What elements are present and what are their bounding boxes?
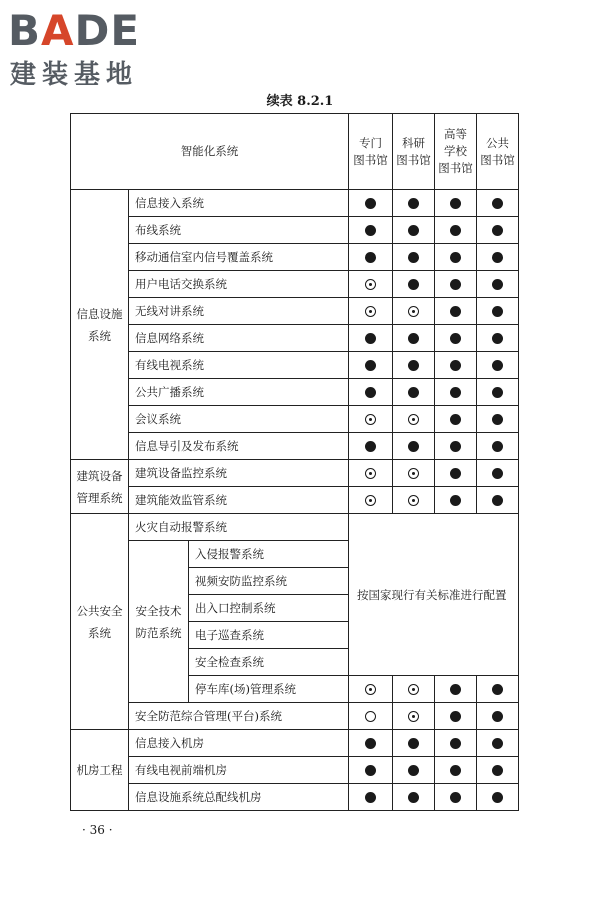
table-row [71,730,519,757]
row-label: 公共广播系统 [129,379,349,406]
row-label: 布线系统 [129,217,349,244]
solid-circle-icon [492,468,503,479]
header-col-0 [349,114,393,190]
mark-cell [435,460,477,487]
logo-wordmark: BADE [8,6,141,55]
brand-logo [8,6,178,96]
dotted-circle-icon [408,711,419,722]
mark-cell [393,487,435,514]
solid-circle-icon [408,333,419,344]
mark-cell [477,325,519,352]
mark-cell [349,676,393,703]
solid-circle-icon [408,738,419,749]
solid-circle-icon [492,495,503,506]
mark-cell [477,460,519,487]
mark-cell [477,298,519,325]
mark-cell [477,784,519,811]
mark-cell [435,406,477,433]
row-label: 安全检查系统 [189,649,349,676]
mark-cell [477,703,519,730]
row-label: 电子巡查系统 [189,622,349,649]
row-label: 建筑能效监管系统 [129,487,349,514]
row-label: 移动通信室内信号覆盖系统 [129,244,349,271]
mark-cell [477,730,519,757]
solid-circle-icon [408,252,419,263]
page-number: · 36 · [82,823,113,837]
mark-cell [349,487,393,514]
solid-circle-icon [408,198,419,209]
table-row [71,514,519,541]
solid-circle-icon [492,441,503,452]
solid-circle-icon [492,333,503,344]
solid-circle-icon [408,279,419,290]
solid-circle-icon [365,252,376,263]
mark-cell [349,757,393,784]
note-cell: 按国家现行有关标准进行配置 [349,514,519,676]
mark-cell [349,406,393,433]
group-safety_tech: 安全技术 防范系统 [129,541,189,703]
solid-circle-icon [492,306,503,317]
mark-cell [349,244,393,271]
mark-cell [349,379,393,406]
mark-cell [435,217,477,244]
group-safety: 公共安全 系统 [71,514,129,730]
mark-cell [477,217,519,244]
table-row [71,325,519,352]
mark-cell [477,244,519,271]
table-title: 续表 8.2.1 [266,94,334,109]
table-row [71,757,519,784]
solid-circle-icon [492,765,503,776]
mark-cell [435,730,477,757]
solid-circle-icon [492,198,503,209]
header-col-line: 图书馆 [438,161,473,175]
table-row [71,217,519,244]
mark-cell [349,217,393,244]
dotted-circle-icon [365,684,376,695]
table-row [71,244,519,271]
solid-circle-icon [492,225,503,236]
solid-circle-icon [365,333,376,344]
table-row [71,379,519,406]
solid-circle-icon [450,225,461,236]
mark-cell [393,433,435,460]
dotted-circle-icon [365,495,376,506]
mark-cell [393,298,435,325]
solid-circle-icon [450,333,461,344]
table-row [71,703,519,730]
header-col-line: 高等 [444,127,467,141]
mark-cell [393,352,435,379]
mark-cell [393,757,435,784]
mark-cell [477,379,519,406]
header-col-line: 图书馆 [480,152,515,167]
header-col-line: 专门 [359,135,382,150]
solid-circle-icon [450,414,461,425]
solid-circle-icon [408,792,419,803]
solid-circle-icon [450,792,461,803]
mark-cell [435,325,477,352]
solid-circle-icon [365,441,376,452]
header-col-line: 科研 [402,135,425,150]
table-row [71,487,519,514]
table-row [71,352,519,379]
mark-cell [349,352,393,379]
mark-cell [435,379,477,406]
row-label: 会议系统 [129,406,349,433]
mark-cell [477,352,519,379]
solid-circle-icon [450,441,461,452]
solid-circle-icon [492,360,503,371]
dotted-circle-icon [408,468,419,479]
mark-cell [435,703,477,730]
mark-cell [393,325,435,352]
mark-cell [349,433,393,460]
group-info: 信息设施 系统 [71,190,129,460]
solid-circle-icon [450,684,461,695]
dotted-circle-icon [408,414,419,425]
row-label: 信息接入机房 [129,730,349,757]
mark-cell [393,730,435,757]
mark-cell [477,190,519,217]
table-row [71,298,519,325]
mark-cell [349,730,393,757]
solid-circle-icon [450,360,461,371]
mark-cell [349,460,393,487]
mark-cell [435,298,477,325]
solid-circle-icon [492,387,503,398]
solid-circle-icon [450,198,461,209]
dotted-circle-icon [365,468,376,479]
mark-cell [393,271,435,298]
table-row [71,271,519,298]
solid-circle-icon [492,252,503,263]
mark-cell [477,676,519,703]
solid-circle-icon [450,468,461,479]
solid-circle-icon [492,738,503,749]
solid-circle-icon [365,225,376,236]
hollow-circle-icon [365,711,376,722]
mark-cell [393,460,435,487]
header-col-line: 图书馆 [396,152,431,167]
row-label: 信息设施系统总配线机房 [129,784,349,811]
solid-circle-icon [408,765,419,776]
solid-circle-icon [365,387,376,398]
dotted-circle-icon [408,684,419,695]
dotted-circle-icon [365,306,376,317]
solid-circle-icon [450,306,461,317]
mark-cell [393,190,435,217]
solid-circle-icon [365,198,376,209]
row-label: 出入口控制系统 [189,595,349,622]
solid-circle-icon [492,414,503,425]
mark-cell [393,406,435,433]
solid-circle-icon [492,792,503,803]
header-col-2 [435,114,477,190]
header-col-line: 图书馆 [353,152,388,167]
group-room: 机房工程 [71,730,129,811]
solid-circle-icon [450,738,461,749]
table-row [71,784,519,811]
table-row [71,460,519,487]
mark-cell [477,271,519,298]
header-col-3 [477,114,519,190]
mark-cell [477,433,519,460]
mark-cell [393,244,435,271]
dotted-circle-icon [365,279,376,290]
dotted-circle-icon [365,414,376,425]
solid-circle-icon [450,279,461,290]
row-label: 入侵报警系统 [189,541,349,568]
row-label: 信息网络系统 [129,325,349,352]
table-row [71,433,519,460]
row-label: 无线对讲系统 [129,298,349,325]
table-row [71,406,519,433]
solid-circle-icon [492,711,503,722]
solid-circle-icon [450,387,461,398]
solid-circle-icon [365,738,376,749]
solid-circle-icon [408,225,419,236]
mark-cell [435,190,477,217]
header-col-line: 公共 [486,135,509,150]
solid-circle-icon [408,441,419,452]
mark-cell [435,271,477,298]
mark-cell [435,757,477,784]
mark-cell [393,217,435,244]
row-label: 建筑设备监控系统 [129,460,349,487]
row-label: 用户电话交换系统 [129,271,349,298]
mark-cell [393,703,435,730]
mark-cell [435,487,477,514]
row-label: 信息接入系统 [129,190,349,217]
solid-circle-icon [365,765,376,776]
solid-circle-icon [450,252,461,263]
mark-cell [349,271,393,298]
header-col-1 [393,114,435,190]
solid-circle-icon [492,279,503,290]
mark-cell [477,487,519,514]
solid-circle-icon [492,684,503,695]
row-label: 有线电视系统 [129,352,349,379]
row-label: 安全防范综合管理(平台)系统 [129,703,349,730]
header-system: 智能化系统 [71,114,349,190]
solid-circle-icon [365,792,376,803]
mark-cell [435,433,477,460]
solid-circle-icon [450,765,461,776]
group-bldg: 建筑设备 管理系统 [71,460,129,514]
solid-circle-icon [450,495,461,506]
mark-cell [349,325,393,352]
row-label: 火灾自动报警系统 [129,514,349,541]
table-row [71,190,519,217]
row-label: 停车库(场)管理系统 [189,676,349,703]
dotted-circle-icon [408,306,419,317]
mark-cell [435,784,477,811]
row-label: 信息导引及发布系统 [129,433,349,460]
mark-cell [435,244,477,271]
solid-circle-icon [408,387,419,398]
mark-cell [393,676,435,703]
mark-cell [349,298,393,325]
mark-cell [349,784,393,811]
header-col-line: 学校 [444,144,467,158]
mark-cell [349,190,393,217]
row-label: 有线电视前端机房 [129,757,349,784]
mark-cell [435,352,477,379]
mark-cell [477,757,519,784]
mark-cell [477,406,519,433]
solid-circle-icon [408,360,419,371]
dotted-circle-icon [408,495,419,506]
spec-table [70,113,519,811]
mark-cell [349,703,393,730]
mark-cell [393,379,435,406]
header-row [71,114,519,190]
mark-cell [393,784,435,811]
mark-cell [435,676,477,703]
row-label: 视频安防监控系统 [189,568,349,595]
solid-circle-icon [450,711,461,722]
solid-circle-icon [365,360,376,371]
logo-subtitle: 建装基地 [10,60,139,90]
